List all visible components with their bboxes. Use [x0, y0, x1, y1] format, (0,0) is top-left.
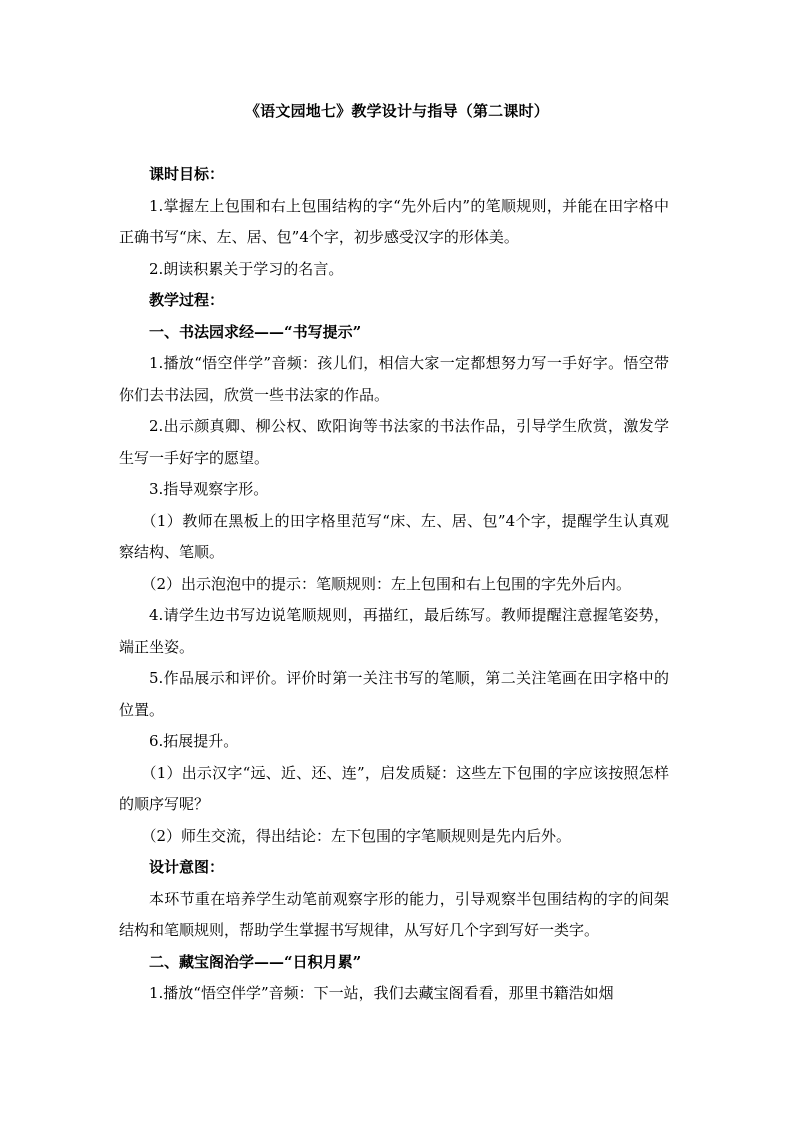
document-title: 《语文园地七》教学设计与指导（第二课时） [244, 102, 549, 120]
section-heading: 一、书法园求经——“书写提示” [149, 322, 362, 341]
section-heading: 教学过程： [149, 291, 225, 309]
body-paragraph: （2）师生交流，得出结论：左下包围的字笔顺规则是先内后外。 [141, 826, 572, 845]
body-paragraph: 2.朗读积累关于学习的名言。 [149, 259, 344, 278]
section-heading: 课时目标： [149, 165, 225, 183]
body-paragraph: 1.播放“悟空伴学”音频：下一站，我们去藏宝阁看看，那里书籍浩如烟 [149, 984, 614, 1002]
body-paragraph: 4.请学生边书写边说笔顺规则，再描红，最后练写。教师提醒注意握笔姿势，端正坐姿。 [119, 606, 669, 656]
body-paragraph: 6.拓展提升。 [149, 732, 239, 750]
body-paragraph: 1.掌握左上包围和右上包围结构的字“先外后内”的笔顺规则，并能在田字格中正确书写“床、左、居、包”4个字，初步感受汉字的形体美。 [119, 196, 669, 246]
section-heading: 二、藏宝阁治学——“日积月累” [149, 952, 362, 971]
body-paragraph: （1）教师在黑板上的田字格里范写“床、左、居、包”4个字，提醒学生认真观察结构、笔顺。 [119, 511, 669, 561]
body-paragraph: 1.播放“悟空伴学”音频：孩儿们，相信大家一定都想努力写一手好字。悟空带你们去书法园，欣赏一些书法家的作品。 [119, 354, 669, 404]
body-paragraph: 5.作品展示和评价。评价时第一关注书写的笔顺，第二关注笔画在田字格中的位置。 [119, 669, 669, 719]
section-heading: 设计意图： [149, 858, 225, 876]
body-paragraph: （2）出示泡泡中的提示：笔顺规则：左上包围和右上包围的字先外后内。 [141, 574, 632, 593]
body-paragraph: 3.指导观察字形。 [149, 480, 269, 498]
body-paragraph: 本环节重在培养学生动笔前观察字形的能力，引导观察半包围结构的字的间架结构和笔顺规则，帮助学生掌握书写规律，从写好几个字到写好一类字。 [119, 889, 669, 939]
body-paragraph: 2.出示颜真卿、柳公权、欧阳询等书法家的书法作品，引导学生欣赏，激发学生写一手好字的愿望。 [119, 417, 669, 467]
body-paragraph: （1）出示汉字“远、近、还、连”，启发质疑：这些左下包围的字应该按照怎样的顺序写呢？ [119, 763, 669, 813]
document-body [119, 159, 669, 1010]
